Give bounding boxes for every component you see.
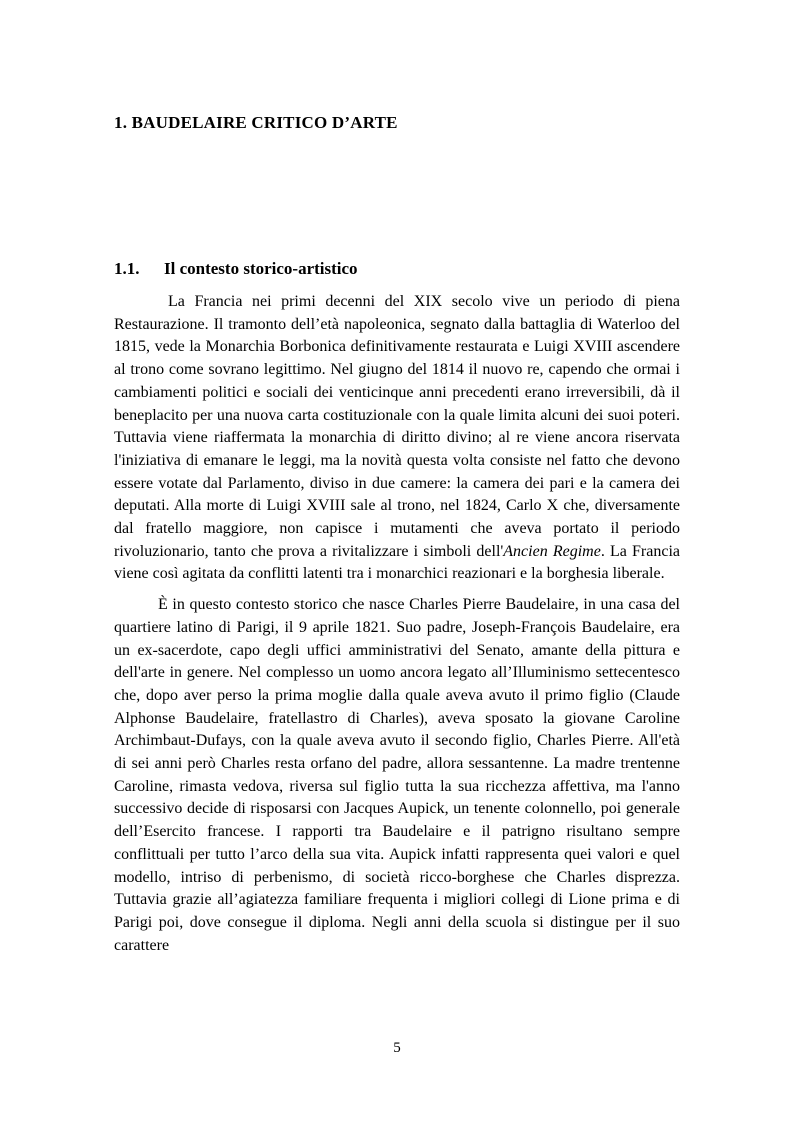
paragraph-1-italic-term: Ancien Regime (503, 542, 601, 560)
section-title: Il contesto storico-artistico (164, 259, 358, 278)
section-number: 1.1. (114, 259, 140, 278)
page-number: 5 (393, 1040, 401, 1056)
chapter-title: 1. BAUDELAIRE CRITICO D’ARTE (114, 113, 398, 132)
paragraph-1-text-after: . La Francia viene così agitata da conflitti latenti tra i monarchici reazionari e la borghesia liberale. (114, 542, 680, 583)
paragraph-2: È in questo contesto storico che nasce Charles Pierre Baudelaire, in una casa del quartiere latino di Parigi, il 9 aprile 1821. Suo padre, Joseph-François Baudelaire, era un ex-sacerdote, capo degli uffici amministrativi del Senato, amante della pittura e dell'arte in genere. Nel complesso un uomo ancora legato all’Illuminismo settecentesco che, dopo aver perso la prima moglie dalla quale aveva avuto il primo figlio (Claude Alphonse Baudelaire, fratellastro di Charles), aveva sposato la giovane Caroline Archimbaut-Dufays, con la quale aveva avuto il secondo figlio, Charles Pierre. All'età di sei anni però Charles resta orfano del padre, allora sessantenne. La madre trentenne Caroline, rimasta vedova, riversa sul figlio tutta la sua ricchezza affettiva, ma l'anno successivo decide di risposarsi con Jacques Aupick, un tenente colonnello, poi generale dell’Esercito francese. I rapporti tra Baudelaire e il patrigno risultano sempre conflittuali per tutto l’arco della sua vita. Aupick infatti rappresenta quei valori e quel modello, intriso di perbenismo, di società ricco-borghese che Charles disprezza. Tuttavia grazie all’agiatezza familiare frequenta i migliori collegi di Lione prima e di Parigi poi, dove consegue il diploma. Negli anni della scuola si distingue per il suo carattere (114, 596, 680, 954)
paragraph-1-text-before: La Francia nei primi decenni del XIX secolo vive un periodo di piena Restaurazione. Il tramonto dell’età napoleonica, segnato dalla battaglia di Waterloo del 1815, vede la Monarchia Borbonica definitivamente restaurata e Luigi XVIII ascendere al trono come sovrano legittimo. Nel giugno del 1814 il nuovo re, capendo che ormai i cambiamenti politici e sociali dei venticinque anni precedenti erano irreversibili, dà il beneplacito per una nuova carta costituzionale con la quale limita alcuni dei suoi poteri. Tuttavia viene riaffermata la monarchia di diritto divino; al re viene ancora riservata l'iniziativa di emanare le leggi, ma la novità questa volta consiste nel fatto che devono essere votate dal Parlamento, diviso in due camere: la camera dei pari e la camera dei deputati. Alla morte di Luigi XVIII sale al trono, nel 1824, Carlo X che, diversamente dal fratello maggiore, non capisce i mutamenti che aveva portato il periodo rivoluzionario, tanto che prova a rivitalizzare i simboli dell' (114, 293, 680, 560)
section-heading (114, 259, 358, 279)
body-text (114, 291, 680, 957)
paragraph-1 (114, 291, 680, 586)
